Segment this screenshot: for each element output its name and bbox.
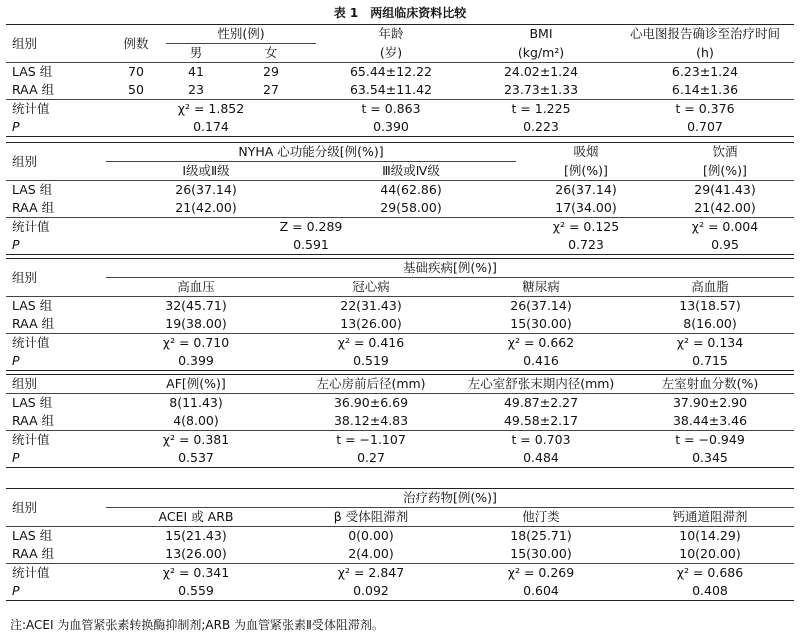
bmi-header: BMI [466,25,616,44]
table-row [6,527,794,546]
cell: 4(8.00) [106,412,286,431]
cell: 26(37.14) [175,182,237,197]
ef-header: 左室射血分数(%) [626,375,794,394]
cell: 10(14.29) [679,528,741,543]
row-label: 统计值 [12,219,50,234]
cell: t = 0.703 [511,432,571,447]
table-row [6,81,794,100]
cell: 0.559 [106,582,286,601]
cell: 2(4.00) [286,545,456,564]
cell: t = −1.107 [336,432,406,447]
smoke-header: 吸烟 [516,143,656,162]
cell: χ² = 0.686 [676,565,744,580]
diabetes-header: 糖尿病 [456,278,626,297]
cell: χ² = 0.710 [162,335,230,350]
table-row [6,564,794,583]
ecg-time-unit: (h) [616,44,794,63]
cell: 38.12±4.83 [286,412,456,431]
cell: χ² = 0.269 [507,565,575,580]
table-row [6,218,794,237]
cell: t = 0.863 [361,101,421,116]
cell: 0.345 [626,449,794,468]
table-row [6,63,794,82]
cell: t = 1.225 [511,101,571,116]
table-row [6,297,794,316]
drink-header: 饮酒 [656,143,794,162]
sex-header: 性别(例) [166,25,316,44]
row-label: RAA 组 [6,81,106,100]
row-label: LAS 组 [12,395,53,410]
smoke-unit: [例(%)] [516,162,656,181]
cell: 0.591 [106,236,516,255]
cell: 38.44±3.46 [626,412,794,431]
table-footnote: 注:ACEI 为血管紧张素转换酶抑制剂;ARB 为血管紧张素Ⅱ受体阻滞剂。 [10,618,384,632]
table-row [6,545,794,564]
row-label: P [6,582,106,601]
nyha12-header: Ⅰ级或Ⅱ级 [106,162,306,181]
row-label: P [6,236,106,255]
table-section-echo [6,374,794,468]
cell: 26(37.14) [510,298,572,313]
cell: χ² = 2.847 [337,565,405,580]
female-header: 女 [226,44,316,63]
row-label: P [6,352,106,371]
cell: 0.174 [106,118,316,137]
cell: χ² = 0.341 [162,565,230,580]
table-row [6,181,794,200]
table-row [6,412,794,431]
table-section-nyha-smoking [6,142,794,255]
cell: 0.723 [516,236,656,255]
cell: 29(58.00) [306,199,516,218]
row-label: LAS 组 [12,182,53,197]
age-unit: (岁) [316,44,466,63]
row-label: P [6,118,106,137]
cell: 0.399 [106,352,286,371]
row-label: 统计值 [12,565,50,580]
table-row [6,394,794,413]
cell: 0.519 [286,352,456,371]
ccb-header: 钙通道阻滞剂 [626,508,794,527]
statin-header: 他汀类 [456,508,626,527]
row-label: P [6,449,106,468]
cell: χ² = 0.134 [676,335,744,350]
cell: 27 [226,81,316,100]
cell: Z = 0.289 [279,219,343,234]
cell: 0.604 [456,582,626,601]
table-row [6,449,794,468]
cell: 8(16.00) [626,315,794,334]
cell: 15(30.00) [456,315,626,334]
group-header: 组别 [6,25,106,63]
bmi-unit: (kg/m²) [466,44,616,63]
cell: 32(45.71) [165,298,227,313]
cell: χ² = 0.125 [552,219,620,234]
row-label: RAA 组 [6,315,106,334]
hypertension-header: 高血压 [106,278,286,297]
cell: 49.58±2.17 [456,412,626,431]
cell: 6.14±1.36 [616,81,794,100]
row-label: 统计值 [12,335,50,350]
group-header: 组别 [6,375,106,394]
male-header: 男 [166,44,226,63]
cell: 17(34.00) [516,199,656,218]
cell: χ² = 0.381 [162,432,230,447]
cell: 65.44±12.22 [349,64,433,79]
nyha-header: NYHA 心功能分级[例(%)] [106,143,516,162]
cell: 18(25.71) [510,528,572,543]
table-row [6,118,794,137]
comorbidity-header: 基础疾病[例(%)] [106,259,794,278]
cell: 0.390 [316,118,466,137]
cell: 24.02±1.24 [503,64,579,79]
beta-blocker-header: β 受体阻滞剂 [286,508,456,527]
medication-header: 治疗药物[例(%)] [106,489,794,508]
group-header: 组别 [6,143,106,181]
cell: 13(18.57) [679,298,741,313]
cell: 15(30.00) [456,545,626,564]
drink-unit: [例(%)] [656,162,794,181]
chd-header: 冠心病 [286,278,456,297]
nyha34-header: Ⅲ级或Ⅳ级 [306,162,516,181]
cell: 22(31.43) [340,298,402,313]
cell: 23.73±1.33 [466,81,616,100]
table-row [6,582,794,601]
cell: 44(62.86) [380,182,442,197]
cell: χ² = 1.852 [177,101,245,116]
cell: 0.707 [616,118,794,137]
cell: 8(11.43) [169,395,223,410]
row-label: RAA 组 [6,412,106,431]
row-label: LAS 组 [12,64,53,79]
table-row [6,352,794,371]
cell: 0.416 [456,352,626,371]
cell: 0.092 [286,582,456,601]
count-header: 例数 [106,25,166,63]
cell: t = 0.376 [675,101,735,116]
cell: 49.87±2.27 [503,395,579,410]
cell: 29(41.43) [694,182,756,197]
table-caption: 表 1 两组临床资料比较 [333,6,467,20]
cell: 29 [263,64,279,79]
cell: 0.484 [456,449,626,468]
cell: 26(37.14) [555,182,617,197]
cell: 37.90±2.90 [672,395,748,410]
group-header: 组别 [6,489,106,527]
cell: 13(26.00) [286,315,456,334]
table-section-demographics [6,24,794,137]
row-label: LAS 组 [12,298,53,313]
cell: 13(26.00) [106,545,286,564]
cell: 63.54±11.42 [316,81,466,100]
table-section-comorbidities [6,258,794,371]
cell: 36.90±6.69 [333,395,409,410]
cell: χ² = 0.662 [507,335,575,350]
cell: 0(0.00) [348,528,394,543]
row-label: RAA 组 [6,545,106,564]
table-row [6,199,794,218]
la-header: 左心房前后径(mm) [286,375,456,394]
cell: 0.27 [286,449,456,468]
table-row [6,334,794,353]
table-row [6,236,794,255]
table-row [6,100,794,119]
hyperlipidemia-header: 高血脂 [626,278,794,297]
cell: 0.223 [466,118,616,137]
cell: 0.408 [626,582,794,601]
cell: 0.715 [626,352,794,371]
cell: 21(42.00) [106,199,306,218]
table-row [6,431,794,450]
row-label: RAA 组 [6,199,106,218]
age-header: 年龄 [316,25,466,44]
row-label: 统计值 [12,101,50,116]
cell: 50 [106,81,166,100]
cell: 23 [166,81,226,100]
table-section-medications [6,488,794,601]
row-label: LAS 组 [12,528,53,543]
cell: 70 [128,64,144,79]
cell: 0.95 [656,236,794,255]
lv-header: 左心室舒张末期内径(mm) [456,375,626,394]
cell: 0.537 [106,449,286,468]
group-header: 组别 [6,259,106,297]
cell: 6.23±1.24 [671,64,739,79]
cell: 19(38.00) [106,315,286,334]
af-header: AF[例(%)] [106,375,286,394]
cell: 41 [188,64,204,79]
cell: χ² = 0.416 [337,335,405,350]
cell: t = −0.949 [675,432,745,447]
cell: 10(20.00) [626,545,794,564]
row-label: 统计值 [12,432,50,447]
table-row [6,315,794,334]
cell: 21(42.00) [656,199,794,218]
cell: χ² = 0.004 [691,219,759,234]
cell: 15(21.43) [165,528,227,543]
acei-header: ACEI 或 ARB [106,508,286,527]
ecg-time-header: 心电图报告确诊至治疗时间 [616,25,794,44]
